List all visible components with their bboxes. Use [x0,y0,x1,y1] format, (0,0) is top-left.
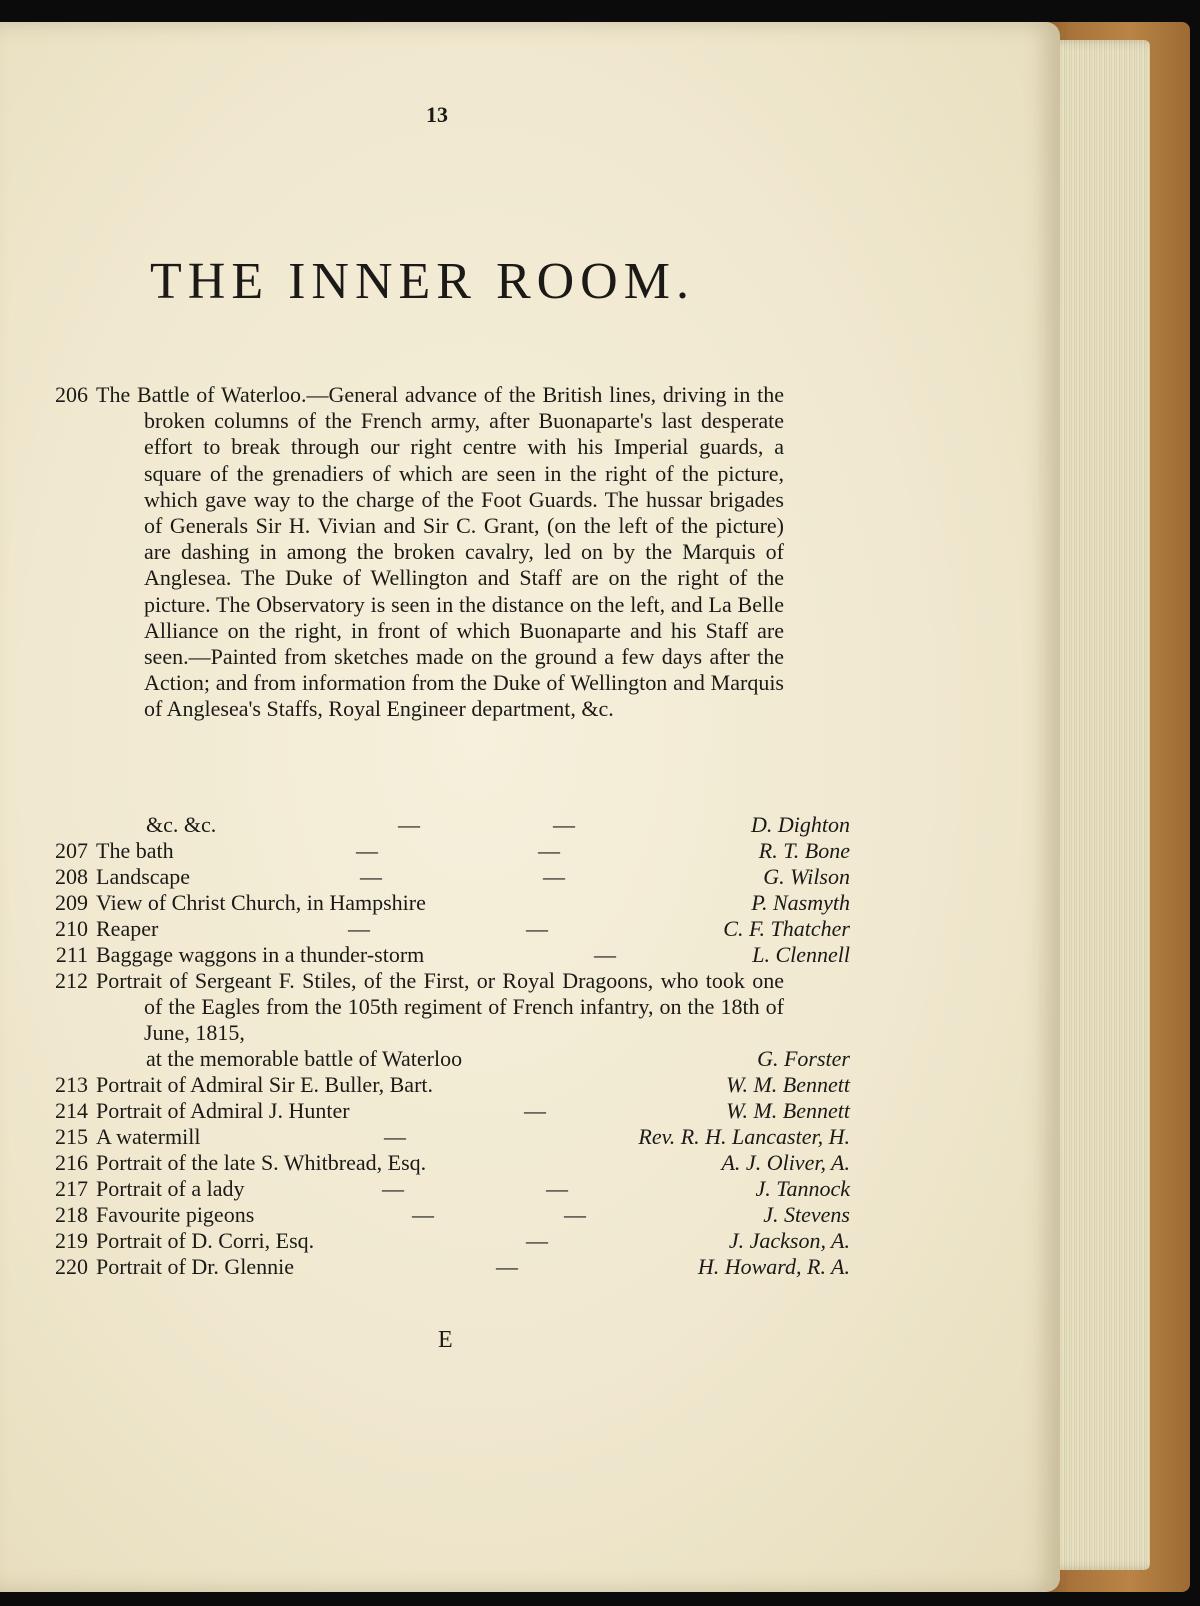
entry-artist: L. Clennell [752,942,850,967]
entry-artist: C. F. Thatcher [723,916,850,941]
entry-title: Portrait of D. Corri, Esq. [96,1228,315,1253]
dash: — [553,812,575,837]
entry-number: 207 [55,838,88,863]
dash: — [384,1124,406,1149]
dash: — [496,1254,518,1279]
entry-title: Favourite pigeons [96,1202,255,1227]
entry-artist: J. Jackson, A. [728,1228,850,1253]
entry-artist: A. J. Oliver, A. [721,1150,850,1175]
dash: — [524,1098,546,1123]
entry-title: Portrait of the late S. Whitbread, Esq. [96,1150,427,1175]
page-number: 13 [426,102,448,127]
dash: — [543,864,565,889]
entry-artist: R. T. Bone [758,838,850,863]
entry-title: Landscape [96,864,191,889]
dash: — [360,864,382,889]
entry-title: The bath [96,838,174,863]
dash: — [538,838,560,863]
entry-number: 214 [55,1098,88,1123]
entry-number: 215 [55,1124,88,1149]
entry-title: Portrait of Sergeant F. Stiles, of the First, or Royal Dragoons, who took one of the Eagles from the 105th regiment of French infantry, on the 18th of June, 1815, [96,968,784,1045]
entry-artist: G. Forster [757,1046,850,1071]
entry-artist: W. M. Bennett [726,1098,850,1123]
entry-title: Portrait of a lady [96,1176,245,1201]
dash: — [594,942,616,967]
entry-title: View of Christ Church, in Hampshire [96,890,426,915]
entry-artist: W. M. Bennett [726,1072,850,1097]
dash: — [526,1228,548,1253]
dash: — [564,1202,586,1227]
dash: — [526,916,548,941]
entry-number: 216 [55,1150,88,1175]
entry-artist: H. Howard, R. A. [697,1254,850,1279]
entry-number: 208 [55,864,88,889]
entry-title: A watermill [96,1124,201,1149]
entry-continuation: at the memorable battle of Waterloo [146,1046,463,1071]
entry-title: Reaper [96,916,159,941]
book-page [0,22,1060,1592]
entry-number: 209 [55,890,88,915]
entry-number: 211 [55,942,88,967]
entry-number: 212 [55,968,88,993]
entry-title: Baggage waggons in a thunder-storm [96,942,425,967]
dash: — [546,1176,568,1201]
entry-number: 218 [55,1202,88,1227]
entry-number: 220 [55,1254,88,1279]
entry-artist: J. Tannock [755,1176,850,1201]
dash: — [382,1176,404,1201]
dash: — [412,1202,434,1227]
entry-title: The Battle of Waterloo.—General advance of the British lines, driving in the broken columns of the French army, after Buonaparte's last desperate effort to break through our right centre with his Imperial guards, a square of the grenadiers of which are seen in the right of the picture, which gave way to the charge of the Foot Guards. The hussar brigades of Generals Sir H. Vivian and Sir C. Grant, (on the left of the picture) are dashing in among the broken cavalry, led on by the Marquis of Anglesea. The Duke of Wellington and Staff are on the right of the picture. The Observatory is seen in the distance on the left, and La Belle Alliance on the right, in front of which Buonaparte and his Staff are seen.—Painted from sketches made on the ground a few days after the Action; and from information from the Duke of Wellington and Marquis of Anglesea's Staffs, Royal Engineer department, &c. [96,382,784,722]
entry-artist: D. Dighton [751,812,850,837]
entry-number: 206 [55,382,88,407]
entry-title: Portrait of Dr. Glennie [96,1254,294,1279]
dash: — [398,812,420,837]
dash: — [348,916,370,941]
entry-artist: P. Nasmyth [751,890,850,915]
page-title: THE INNER ROOM. [150,253,695,310]
entry-artist: J. Stevens [763,1202,850,1227]
dash: — [356,838,378,863]
entry-number: 213 [55,1072,88,1097]
signature-mark: E [438,1327,453,1353]
entry-title: Portrait of Admiral J. Hunter [96,1098,350,1123]
entry-title: Portrait of Admiral Sir E. Buller, Bart. [96,1072,434,1097]
entry-artist: Rev. R. H. Lancaster, H. [638,1124,850,1149]
entry-number: 217 [55,1176,88,1201]
entry-number: 210 [55,916,88,941]
entry-number: 219 [55,1228,88,1253]
entry-artist: G. Wilson [763,864,850,889]
entry-continuation: &c. &c. [146,812,217,837]
